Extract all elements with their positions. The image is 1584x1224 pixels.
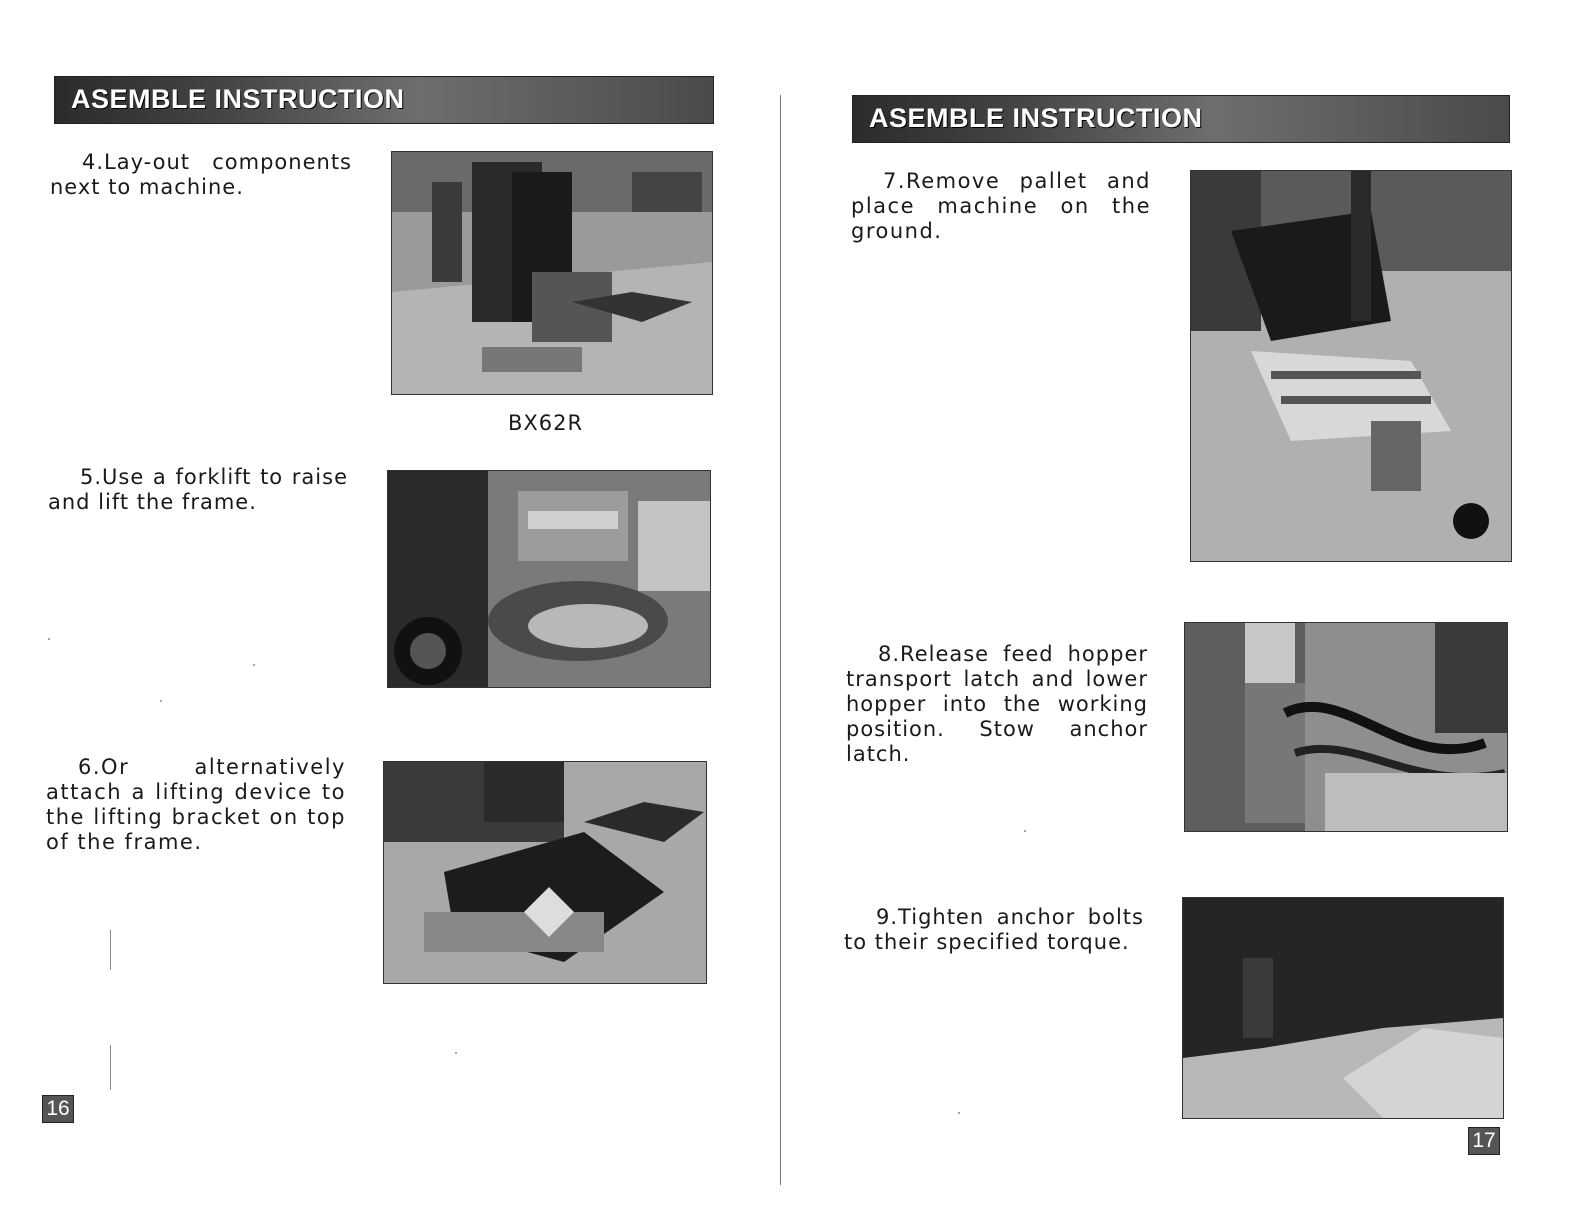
photo-caption: BX62R	[508, 411, 584, 435]
step-description: Release feed hopper transport latch and lower hopper into the working position. Stow anchor latch.	[846, 642, 1148, 766]
step-description: Use a forklift to raise and lift the frame.	[48, 465, 348, 514]
scan-speck	[1024, 830, 1026, 832]
step-description: Tighten anchor bolts to their specified torque.	[844, 905, 1144, 954]
step-number: 9.	[876, 905, 899, 929]
page-spine	[780, 95, 781, 1185]
step-9-text	[844, 905, 1144, 955]
scan-speck	[253, 664, 255, 666]
page-header	[852, 95, 1510, 143]
scan-speck	[455, 1052, 457, 1054]
step-number: 4.	[82, 150, 105, 174]
margin-mark	[110, 930, 111, 970]
step-number: 7.	[883, 169, 907, 193]
scan-speck	[958, 1112, 960, 1114]
page-number: 16	[42, 1095, 74, 1123]
step-7-text	[851, 169, 1151, 244]
header-title: ASEMBLE INSTRUCTION	[869, 103, 1203, 133]
step-description: Or alternatively attach a lifting device to the lifting bracket on top of the frame.	[46, 755, 346, 854]
step-8-photo	[1184, 622, 1508, 832]
step-description: Remove pallet and place machine on the ground.	[851, 169, 1151, 243]
step-number: 8.	[878, 642, 901, 666]
right-page	[790, 0, 1584, 1224]
step-6-photo	[383, 761, 707, 984]
step-5-text	[48, 465, 348, 515]
scan-speck	[48, 638, 50, 640]
step-4-text	[50, 150, 352, 200]
page-number: 17	[1468, 1127, 1500, 1155]
step-7-photo	[1190, 170, 1512, 562]
step-description: Lay-out components next to machine.	[50, 150, 352, 199]
step-number: 5.	[80, 465, 103, 489]
margin-mark	[110, 1045, 111, 1090]
scan-speck	[160, 700, 162, 702]
step-5-photo	[387, 470, 711, 688]
step-number: 6.	[78, 755, 102, 779]
step-9-photo	[1182, 897, 1504, 1119]
left-page	[0, 0, 790, 1224]
step-6-text	[46, 755, 346, 855]
step-8-text	[846, 642, 1148, 767]
page-header	[54, 76, 714, 124]
step-4-photo	[391, 151, 713, 395]
header-title: ASEMBLE INSTRUCTION	[71, 84, 405, 114]
